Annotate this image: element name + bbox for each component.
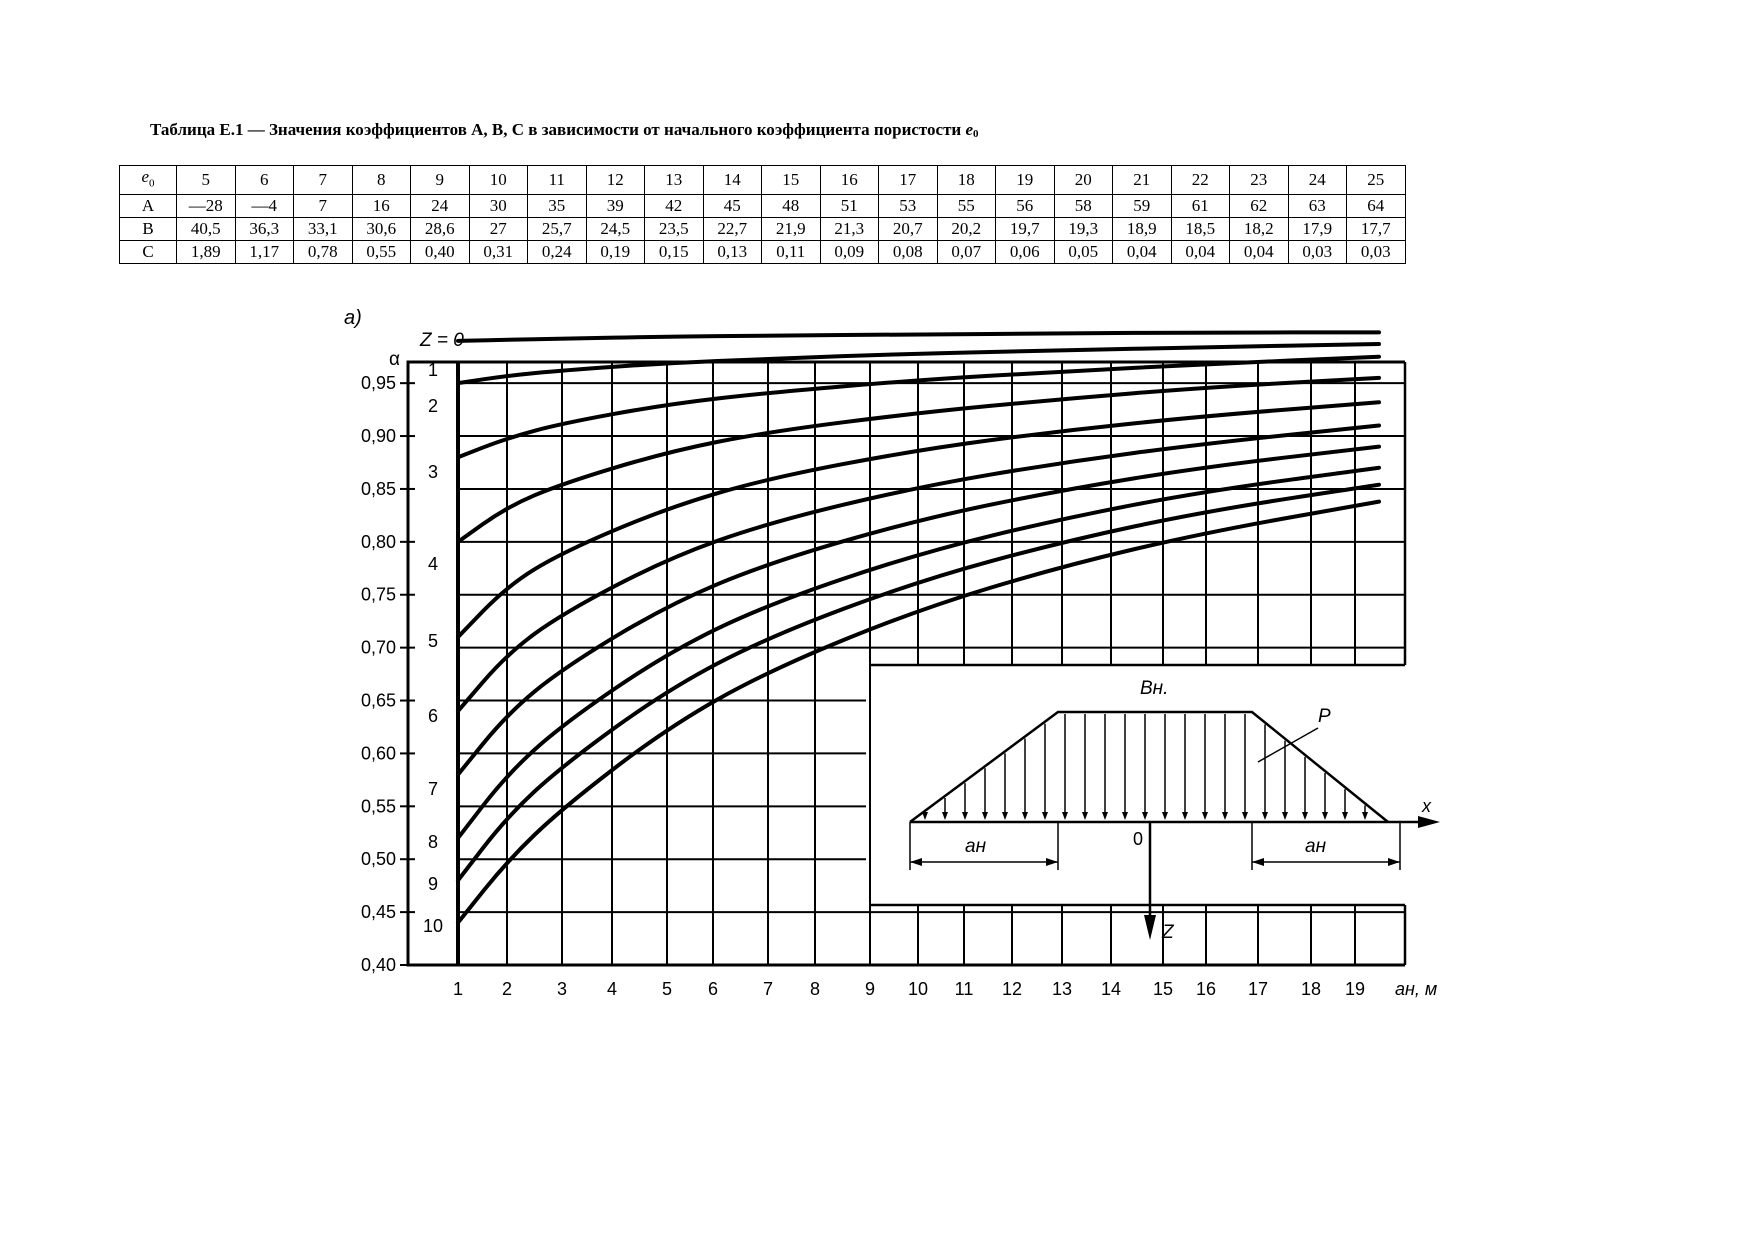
x-tick-label: 11: [954, 979, 974, 999]
table-cell: 35: [528, 195, 587, 218]
table-cell: 18,9: [1113, 218, 1172, 241]
table-header-cell: 22: [1171, 166, 1230, 195]
table-cell: 0,03: [1347, 241, 1406, 264]
table-cell: 0,15: [645, 241, 704, 264]
y-tick-label: 0,40: [360, 955, 396, 975]
table-cell: 0,19: [586, 241, 645, 264]
curve-label: 7: [427, 779, 439, 799]
table-cell: 0,31: [469, 241, 528, 264]
table-header-cell: 20: [1054, 166, 1113, 195]
table-cell: 1,17: [235, 241, 294, 264]
curve-label: 5: [427, 631, 439, 651]
table-cell: 23,5: [645, 218, 704, 241]
x-tick-label: 4: [606, 979, 618, 999]
x-tick-label: 13: [1051, 979, 1073, 999]
table-cell: 0,13: [703, 241, 762, 264]
panel-label: а): [344, 307, 362, 329]
table-header-cell: 18: [937, 166, 996, 195]
curve-label: 9: [427, 874, 439, 894]
p-label: P: [1318, 706, 1331, 727]
table-cell: 0,08: [879, 241, 938, 264]
table-cell: 55: [937, 195, 996, 218]
table-cell: 27: [469, 218, 528, 241]
table-cell: 20,2: [937, 218, 996, 241]
table-header-cell: 25: [1347, 166, 1406, 195]
x-tick-label: 18: [1300, 979, 1322, 999]
table-cell: 0,78: [294, 241, 353, 264]
table-cell: 45: [703, 195, 762, 218]
table-cell: 25,7: [528, 218, 587, 241]
header-symbol: e: [141, 167, 150, 186]
table-header-cell: 12: [586, 166, 645, 195]
table-header-cell: 10: [469, 166, 528, 195]
table-cell: 48: [762, 195, 821, 218]
table-cell: 24: [411, 195, 470, 218]
table-cell: 33,1: [294, 218, 353, 241]
row-header: A: [120, 195, 177, 218]
curve-label: 6: [427, 706, 439, 726]
caption-symbol: e: [965, 120, 974, 139]
table-cell: 0,04: [1171, 241, 1230, 264]
curve-label: 3: [427, 462, 439, 482]
curve-label: 8: [427, 832, 439, 852]
table-cell: 64: [1347, 195, 1406, 218]
table-cell: 42: [645, 195, 704, 218]
z-label-inset: Z: [1162, 922, 1174, 943]
x-tick-label: 9: [864, 979, 876, 999]
x-tick-label: 8: [809, 979, 821, 999]
a-label-right: aн: [1305, 836, 1327, 857]
x-tick-label: 6: [707, 979, 719, 999]
row-header: C: [120, 241, 177, 264]
x-tick-label: 3: [556, 979, 568, 999]
table-cell: 19,7: [996, 218, 1055, 241]
z-zero-label: Z = 0: [420, 330, 464, 351]
y-tick-label: 0,80: [360, 531, 396, 552]
x-tick-label: 17: [1247, 979, 1269, 999]
table-header-cell: 21: [1113, 166, 1172, 195]
table-header-cell: 11: [528, 166, 587, 195]
row-header: B: [120, 218, 177, 241]
x-tick-label: 1: [452, 979, 464, 999]
table-cell: 40,5: [177, 218, 236, 241]
table-cell: 0,06: [996, 241, 1055, 264]
table-cell: —28: [177, 195, 236, 218]
table-header-cell: 6: [235, 166, 294, 195]
table-header-cell: 14: [703, 166, 762, 195]
table-cell: 20,7: [879, 218, 938, 241]
caption-text: Таблица Е.1 — Значения коэффициентов А, В, С в зависимости от начального коэффициента пористости: [150, 120, 966, 139]
x-tick-label: 2: [501, 979, 513, 999]
x-tick-label: 12: [1001, 979, 1023, 999]
table-header-cell: 13: [645, 166, 704, 195]
y-tick-label: 0,85: [360, 478, 396, 499]
table-cell: 16: [352, 195, 411, 218]
x-tick-label: 5: [661, 979, 673, 999]
table-cell: 51: [820, 195, 879, 218]
x-tick-label: 19: [1344, 979, 1366, 999]
load-diagram-inset: [872, 667, 1440, 943]
a-label-left: aн: [965, 836, 987, 857]
y-tick-label: 0,55: [360, 796, 396, 817]
y-tick-label: 0,70: [360, 637, 396, 658]
table-cell: 0,55: [352, 241, 411, 264]
table-cell: 7: [294, 195, 353, 218]
curve-label: 1: [427, 360, 439, 380]
table-cell: 22,7: [703, 218, 762, 241]
table-cell: 17,7: [1347, 218, 1406, 241]
table-cell: 0,03: [1288, 241, 1347, 264]
table-cell: 63: [1288, 195, 1347, 218]
table-cell: 0,09: [820, 241, 879, 264]
table-cell: 0,07: [937, 241, 996, 264]
table-cell: 39: [586, 195, 645, 218]
y-tick-label: 0,65: [360, 690, 396, 711]
y-tick-label: 0,90: [360, 426, 396, 447]
table-cell: 18,2: [1230, 218, 1289, 241]
y-tick-label: 0,60: [360, 743, 396, 764]
table-cell: 61: [1171, 195, 1230, 218]
table-cell: 58: [1054, 195, 1113, 218]
table-header-cell: 8: [352, 166, 411, 195]
x-tick-label: 14: [1100, 979, 1122, 999]
table-cell: —4: [235, 195, 294, 218]
table-cell: 0,04: [1113, 241, 1172, 264]
table-cell: 1,89: [177, 241, 236, 264]
table-cell: 0,24: [528, 241, 587, 264]
table-cell: 0,40: [411, 241, 470, 264]
table-header-cell: 16: [820, 166, 879, 195]
table-header-cell: 7: [294, 166, 353, 195]
x-arrowhead: [1418, 816, 1440, 828]
table-header-cell: 23: [1230, 166, 1289, 195]
table-header-cell: 24: [1288, 166, 1347, 195]
x-tick-label: 10: [907, 979, 929, 999]
x-tick-label: 16: [1195, 979, 1217, 999]
y-tick-label: 0,50: [360, 849, 396, 870]
b-label: Вн.: [1140, 678, 1169, 699]
table-header-cell: 17: [879, 166, 938, 195]
x-label-inset: x: [1422, 796, 1431, 816]
table-cell: 59: [1113, 195, 1172, 218]
y-tick-label: 0,75: [360, 584, 396, 605]
curve-label: 4: [427, 554, 439, 574]
table-cell: 0,11: [762, 241, 821, 264]
table-cell: 28,6: [411, 218, 470, 241]
table-cell: 36,3: [235, 218, 294, 241]
x-tick-label: 7: [762, 979, 774, 999]
table-cell: 62: [1230, 195, 1289, 218]
table-cell: 19,3: [1054, 218, 1113, 241]
header-subscript: 0: [149, 177, 155, 190]
table-cell: 21,9: [762, 218, 821, 241]
curve-label: 2: [427, 396, 439, 416]
table-cell: 18,5: [1171, 218, 1230, 241]
origin-label: 0: [1133, 829, 1144, 849]
table-header-cell: 9: [411, 166, 470, 195]
z-arrowhead: [1144, 915, 1156, 940]
y-tick-label: 0,45: [360, 902, 396, 923]
x-axis-label: aн, м: [1395, 979, 1438, 999]
table-cell: 56: [996, 195, 1055, 218]
table-cell: 30: [469, 195, 528, 218]
y-tick-label: 0,95: [360, 373, 396, 394]
table-cell: 30,6: [352, 218, 411, 241]
inset-background: [872, 667, 1404, 903]
curve-label: 10: [422, 916, 444, 936]
table-cell: 24,5: [586, 218, 645, 241]
table-cell: 0,05: [1054, 241, 1113, 264]
table-header-cell: 19: [996, 166, 1055, 195]
table-cell: 0,04: [1230, 241, 1289, 264]
table-header-cell: 15: [762, 166, 821, 195]
curve-1: [458, 332, 1379, 340]
y-axis-symbol: α: [389, 349, 400, 370]
caption-subscript: 0: [973, 128, 979, 140]
table-cell: 53: [879, 195, 938, 218]
table-header-cell: 5: [177, 166, 236, 195]
x-tick-label: 15: [1152, 979, 1174, 999]
table-cell: 21,3: [820, 218, 879, 241]
table-cell: 17,9: [1288, 218, 1347, 241]
